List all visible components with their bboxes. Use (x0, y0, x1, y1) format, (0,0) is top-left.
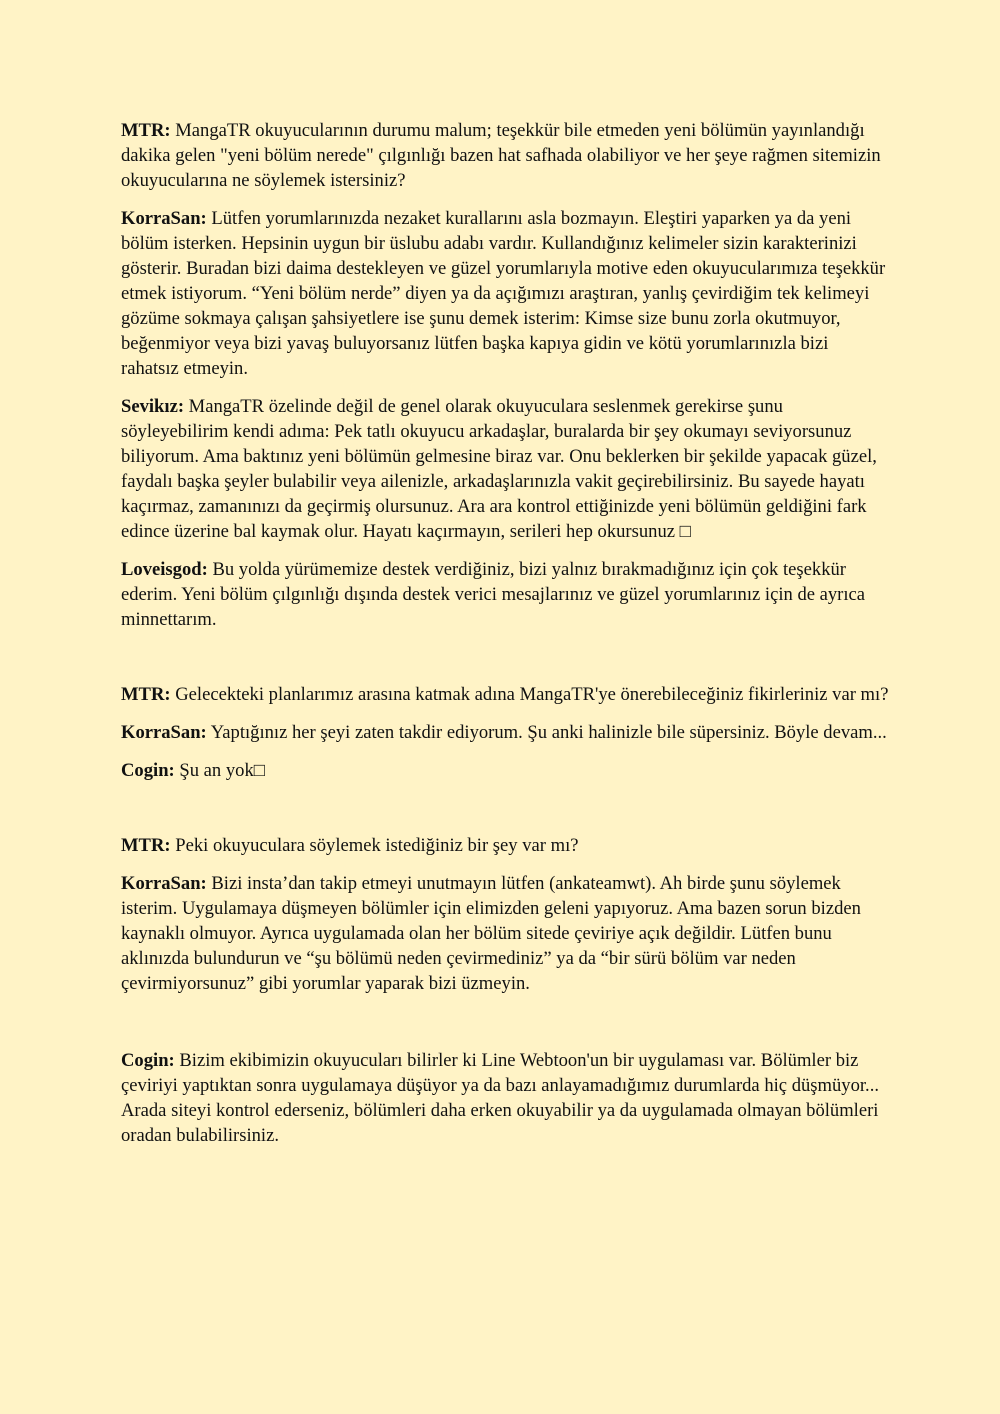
question-text: Peki okuyuculara söylemek istediğiniz bir şey var mı? (175, 835, 579, 856)
answer-loveisgod-1 (121, 557, 890, 632)
question-text: Gelecekteki planlarımız arasına katmak adına MangaTR'ye önerebileceğiniz fikirleriniz var mı? (175, 684, 889, 705)
answer-sevikiz-1 (121, 394, 890, 544)
speaker-name: KorraSan: (121, 873, 207, 894)
answer-text: Bizim ekibimizin okuyucuları bilirler ki Line Webtoon'un bir uygulaması var. Bölümler biz çeviriyi yaptıktan sonra uygulamaya düşüyor ya da bazı anlayamadığımız durumlarda hiç düşmüyor... Arada siteyi kontrol ederseniz, bölümleri daha erken okuyabilir ya da uygulamada olmayan bölümleri oradan bulabilirsiniz. (121, 1050, 879, 1146)
answer-text: Şu an yok□ (179, 760, 265, 781)
answer-korrasan-2 (121, 720, 890, 745)
speaker-name: Loveisgod: (121, 559, 208, 580)
question-3 (121, 833, 890, 858)
speaker-name: MTR: (121, 120, 171, 141)
answer-text: MangaTR özelinde değil de genel olarak okuyuculara seslenmek gerekirse şunu söyleyebilirim kendi adıma: Pek tatlı okuyucu arkadaşlar, buralarda bir şey okumayı seviyorsunuz biliyorum. Ama baktınız yeni bölümün gelmesine biraz var. Onu beklerken bir şekilde yapacak güzel, faydalı başka şeyler bulabilir veya ailenizle, arkadaşlarınızla vakit geçirebilirsiniz. Bu sayede hayatı kaçırmaz, zamanınızı da geçirmiş olursunuz. Ara ara kontrol ettiğinizde yeni bölümün geldiğini fark edince üzerine bal kaymak olur. Hayatı kaçırmayın, serileri hep okursunuz □ (121, 396, 877, 542)
answer-korrasan-1 (121, 206, 890, 381)
answer-cogin-3 (121, 1048, 890, 1148)
speaker-name: MTR: (121, 684, 171, 705)
speaker-name: Sevikız: (121, 396, 185, 417)
speaker-name: KorraSan: (121, 722, 207, 743)
answer-korrasan-3 (121, 871, 890, 996)
answer-text: Lütfen yorumlarınızda nezaket kurallarını asla bozmayın. Eleştiri yaparken ya da yeni bölüm isterken. Hepsinin uygun bir üslubu adabı vardır. Kullandığınız kelimeler sizin karakterinizi gösterir. Buradan bizi daima destekleyen ve güzel yorumlarıyla motive eden okuyucularımıza teşekkür etmek istiyorum. “Yeni bölüm nerde” diyen ya da açığımızı araştıran, yanlış çevirdiğim tek kelimeyi gözüme sokmaya çalışan şahsiyetlere ise şunu demek isterim: Kimse size bunu zorla okutmuyor, beğenmiyor veya bizi yavaş buluyorsanız lütfen başka kapıya gidin ve kötü yorumlarınızla bizi rahatsız etmeyin. (121, 208, 886, 379)
answer-text: Bu yolda yürümemize destek verdiğiniz, bizi yalnız bırakmadığınız için çok teşekkür ederim. Yeni bölüm çılgınlığı dışında destek verici mesajlarınız ve güzel yorumlarınız için de ayrıca minnettarım. (121, 559, 866, 630)
question-1 (121, 118, 890, 193)
speaker-name: KorraSan: (121, 208, 207, 229)
speaker-name: Cogin: (121, 1050, 175, 1071)
answer-text: Bizi insta’dan takip etmeyi unutmayın lütfen (ankateamwt). Ah birde şunu söylemek isterim. Uygulamaya düşmeyen bölümler için elimizden geleni yapıyoruz. Ama bazen sorun bizden kaynaklı olmuyor. Ayrıca uygulamada olan her bölüm sitede çeviriye açık değildir. Lütfen bunu aklınızda bulundurun ve “şu bölümü neden çevirmediniz” ya da “bir sürü bölüm var neden çevirmiyorsunuz” gibi yorumlar yaparak bizi üzmeyin. (121, 873, 861, 994)
speaker-name: MTR: (121, 835, 171, 856)
question-text: MangaTR okuyucularının durumu malum; teşekkür bile etmeden yeni bölümün yayınlandığı dakika gelen "yeni bölüm nerede" çılgınlığı bazen hat safhada olabiliyor ve her şeye rağmen sitemizin okuyucularına ne söylemek istersiniz? (121, 120, 881, 191)
question-2 (121, 682, 890, 707)
answer-text: Yaptığınız her şeyi zaten takdir ediyorum. Şu anki halinizle bile süpersiniz. Böyle devam... (210, 722, 887, 743)
answer-cogin-2 (121, 758, 890, 783)
speaker-name: Cogin: (121, 760, 175, 781)
